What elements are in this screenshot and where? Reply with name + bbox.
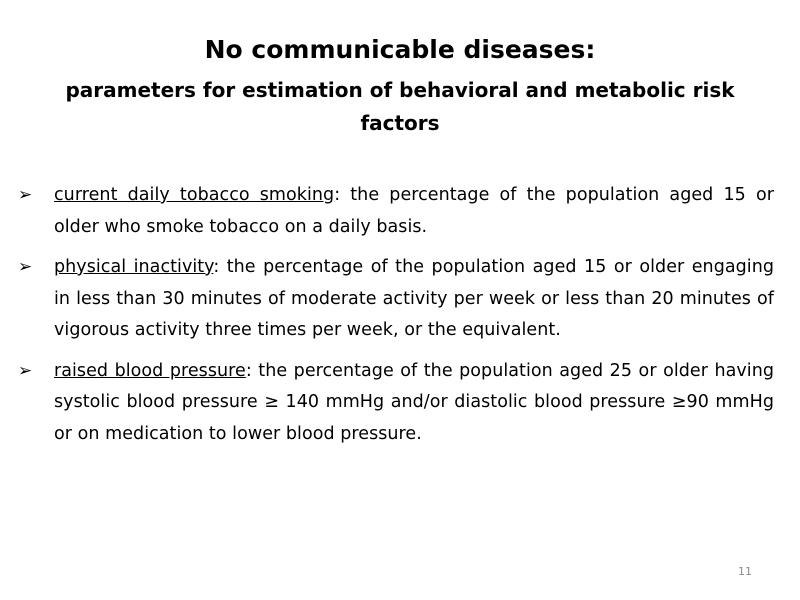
bullet-term: physical inactivity	[54, 257, 214, 277]
arrow-bullet-icon: ➢	[18, 185, 33, 205]
bullet-text: : the percentage of the population aged 15 or older who smoke tobacco on a daily basis.	[54, 185, 774, 237]
bullet-item-physical-inactivity	[18, 252, 774, 347]
slide-title: No communicable diseases:	[204, 35, 596, 64]
page-number: 11	[738, 565, 752, 578]
bullet-item-raised-blood-pressure	[18, 356, 774, 451]
bullet-term: raised blood pressure	[54, 360, 246, 381]
bullet-text: : the percentage of the population aged 25 or older having systolic blood pressure ≥ 140 mmHg and/or diastolic blood pressure ≥90 mmHg or on medication to lower blood pressure.	[54, 360, 774, 444]
title-block	[30, 34, 770, 140]
slide-subtitle: parameters for estimation of behavioral and metabolic risk factors	[65, 78, 735, 135]
bullet-text: : the percentage of the population aged 15 or older engaging in less than 30 minutes of moderate activity per week or less than 20 minutes of vigorous activity three times per week, or the equivalent.	[54, 257, 775, 340]
bullet-list	[18, 180, 774, 459]
bullet-term: current daily tobacco smoking	[54, 185, 335, 205]
bullet-item-tobacco-smoking	[18, 180, 774, 243]
arrow-bullet-icon: ➢	[18, 360, 33, 381]
arrow-bullet-icon: ➢	[18, 257, 33, 277]
